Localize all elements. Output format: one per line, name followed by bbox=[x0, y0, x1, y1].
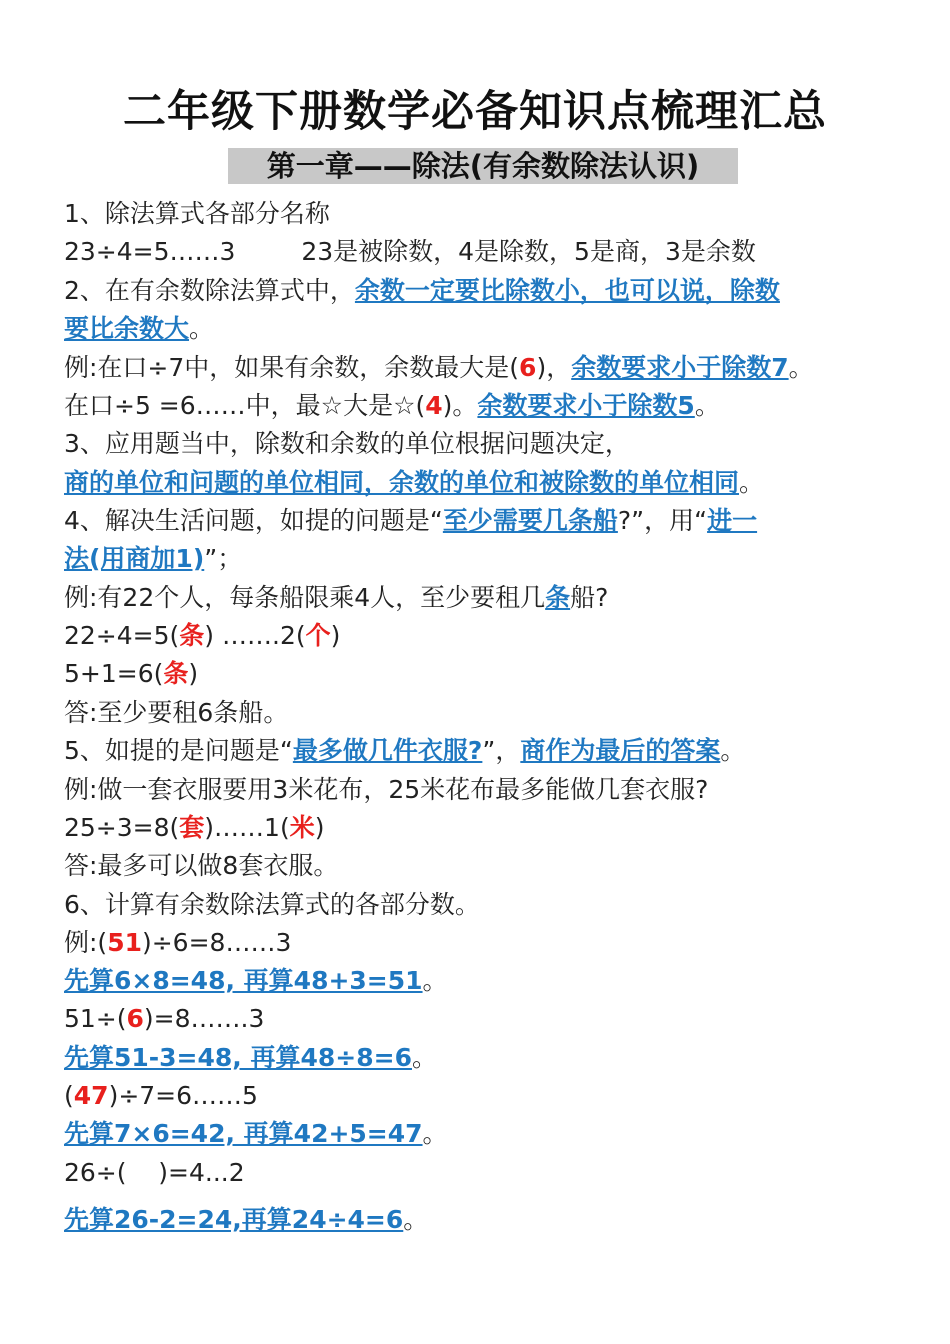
chapter-heading: 第一章——除法(有余数除法认识) bbox=[228, 148, 738, 184]
section-6-solution-4: 先算26-2=24,再算24÷4=6。 bbox=[64, 1205, 429, 1234]
section-5-calc: 25÷3=8(套)……1(米) bbox=[64, 813, 325, 842]
key-question: 至少需要几条船 bbox=[442, 506, 618, 535]
page-title: 二年级下册数学必备知识点梳理汇总 bbox=[123, 87, 827, 137]
key-method: 法(用商加1) bbox=[64, 544, 205, 573]
key-rule: 余数一定要比除数小，也可以说，除数 bbox=[354, 276, 780, 305]
section-6-example-2: 51÷(6)=8…….3 bbox=[64, 1004, 265, 1033]
answer: 6 bbox=[126, 1004, 144, 1033]
unit: 米 bbox=[289, 813, 315, 842]
answer: 6 bbox=[519, 353, 537, 382]
section-6-solution-2: 先算51-3=48, 再算48÷8=6。 bbox=[64, 1043, 437, 1072]
key-rule: 要比余数大 bbox=[64, 314, 190, 343]
section-6-heading: 6、计算有余数除法算式的各部分数。 bbox=[64, 890, 480, 919]
key-method: 进一 bbox=[707, 506, 758, 535]
section-4-calc-2: 5+1=6(条) bbox=[64, 659, 199, 688]
section-5-heading: 5、如提的是问题是“最多做几件衣服?”，商作为最后的答案。 bbox=[64, 736, 746, 765]
section-2-example-1: 例:在口÷7中，如果有余数，余数最大是(6)，余数要求小于除数7。 bbox=[64, 353, 814, 382]
answer: 51 bbox=[107, 928, 142, 957]
formula-description: 23是被除数，4是除数，5是商，3是余数 bbox=[301, 237, 756, 266]
section-6-solution-1: 先算6×8=48, 再算48+3=51。 bbox=[64, 966, 448, 995]
key-note: 余数要求小于除数7 bbox=[571, 353, 789, 382]
unit: 套 bbox=[179, 813, 205, 842]
key-word: 条 bbox=[545, 583, 571, 612]
section-2-example-2: 在口÷5 =6……中，最☆大是☆(4)。余数要求小于除数5。 bbox=[64, 391, 720, 420]
section-4-answer: 答:至少要租6条船。 bbox=[64, 698, 289, 727]
key-question: 最多做几件衣服? bbox=[292, 736, 483, 765]
section-3-heading: 3、应用题当中，除数和余数的单位根据问题决定， bbox=[64, 429, 630, 458]
section-4-calc-1: 22÷4=5(条) …….2(个) bbox=[64, 621, 341, 650]
section-1-heading: 1、除法算式各部分名称 bbox=[64, 199, 330, 228]
solution: 先算6×8=48, 再算48+3=51 bbox=[64, 966, 423, 995]
unit: 条 bbox=[179, 621, 205, 650]
section-6-example-4: 26÷( )=4...2 bbox=[64, 1158, 245, 1187]
section-5-answer: 答:最多可以做8套衣服。 bbox=[64, 851, 339, 880]
solution: 先算7×6=42, 再算42+5=47 bbox=[64, 1119, 423, 1148]
section-4-line-2: 法(用商加1)”； bbox=[64, 544, 243, 573]
section-1-example bbox=[64, 234, 756, 270]
key-rule: 商作为最后的答案 bbox=[520, 736, 721, 765]
section-6-example-3: (47)÷7=6……5 bbox=[64, 1081, 258, 1110]
section-6-example-1: 例:(51)÷6=8……3 bbox=[64, 928, 292, 957]
solution: 先算26-2=24,再算24÷4=6 bbox=[64, 1205, 404, 1234]
section-3-rule: 商的单位和问题的单位相同，余数的单位和被除数的单位相同。 bbox=[64, 468, 765, 497]
unit: 条 bbox=[163, 659, 189, 688]
key-rule: 商的单位和问题的单位相同，余数的单位和被除数的单位相同 bbox=[64, 468, 740, 497]
key-note: 余数要求小于除数5 bbox=[477, 391, 695, 420]
answer: 47 bbox=[73, 1081, 109, 1110]
section-4-example: 例:有22个人，每条船限乘4人，至少要租几条船? bbox=[64, 583, 609, 612]
answer: 4 bbox=[425, 391, 443, 420]
section-5-example: 例:做一套衣服要用3米花布，25米花布最多能做几套衣服? bbox=[64, 775, 709, 804]
section-6-solution-3: 先算7×6=42, 再算42+5=47。 bbox=[64, 1119, 448, 1148]
formula: 23÷4=5……3 bbox=[64, 237, 236, 266]
section-2-line-2: 要比余数大。 bbox=[64, 314, 215, 343]
solution: 先算51-3=48, 再算48÷8=6 bbox=[64, 1043, 412, 1072]
unit: 个 bbox=[305, 621, 331, 650]
section-2-line-1: 2、在有余数除法算式中，余数一定要比除数小，也可以说，除数 bbox=[64, 276, 780, 305]
section-4-line-1: 4、解决生活问题，如提的问题是“至少需要几条船?”，用“进一 bbox=[64, 506, 758, 535]
